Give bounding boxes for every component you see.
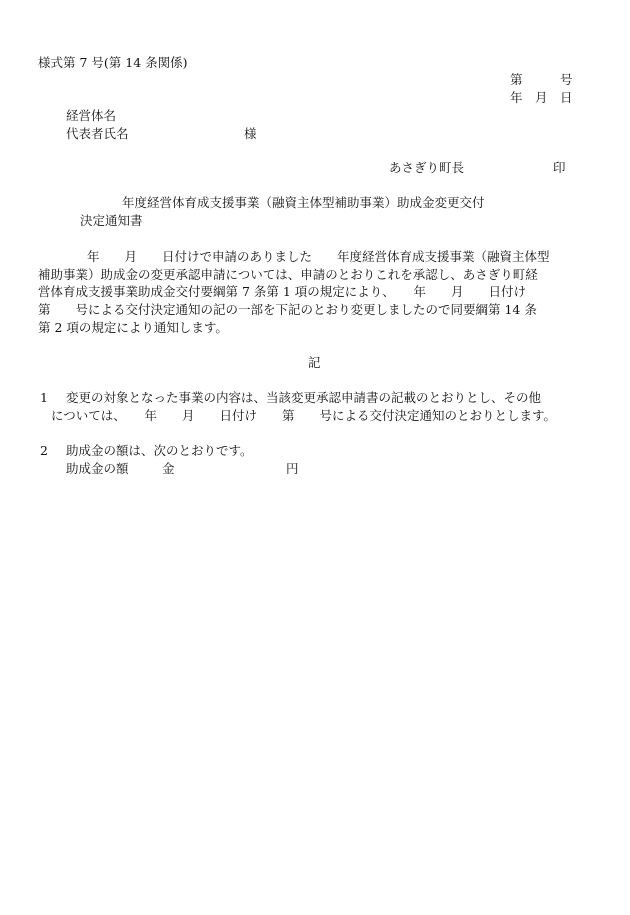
body-line-5: 第 2 項の規定により通知します。 <box>38 320 228 335</box>
item1-number: 1 <box>40 390 48 405</box>
sender-mayor: あさぎり町長 <box>389 160 465 175</box>
recipient-org-label: 経営体名 <box>66 108 117 123</box>
item1-line2: については、 年 月 日付け 第 号による交付決定通知のとおりとします。 <box>51 408 557 423</box>
recipient-rep-label: 代表者氏名 <box>66 126 129 141</box>
document-number: 第 号 <box>510 72 573 87</box>
amount-prefix: 金 <box>162 461 175 476</box>
recipient-honorific: 様 <box>244 126 257 141</box>
sender-seal: 印 <box>553 160 566 175</box>
document-date: 年 月 日 <box>510 90 573 105</box>
document-title-line2: 決定通知書 <box>80 213 143 228</box>
body-line-4: 第 号による交付決定通知の記の一部を下記のとおり変更しましたので同要綱第 14 条 <box>38 302 537 317</box>
body-line-1: 年 月 日付けで申請のありました 年度経営体育成支援事業（融資主体型 <box>87 249 550 264</box>
item2-line1: 助成金の額は、次のとおりです。 <box>66 443 253 458</box>
body-line-3: 営体育成支援事業助成金交付要綱第 7 条第 1 項の規定により、 年 月 日付け <box>38 284 527 299</box>
item1-line1: 変更の対象となった事業の内容は、当該変更承認申請書の記載のとおりとし、その他 <box>66 390 542 405</box>
amount-unit: 円 <box>286 461 299 476</box>
amount-label: 助成金の額 <box>66 461 129 476</box>
item2-number: 2 <box>40 443 48 458</box>
document-title-line1: 年度経営体育成支援事業（融資主体型補助事業）助成金変更交付 <box>122 195 485 210</box>
form-number: 様式第 7 号(第 14 条関係) <box>38 55 188 70</box>
body-line-2: 補助事業）助成金の変更承認申請については、申請のとおりこれを承認し、あさぎり町経 <box>38 267 538 282</box>
ki-heading: 記 <box>308 355 321 370</box>
